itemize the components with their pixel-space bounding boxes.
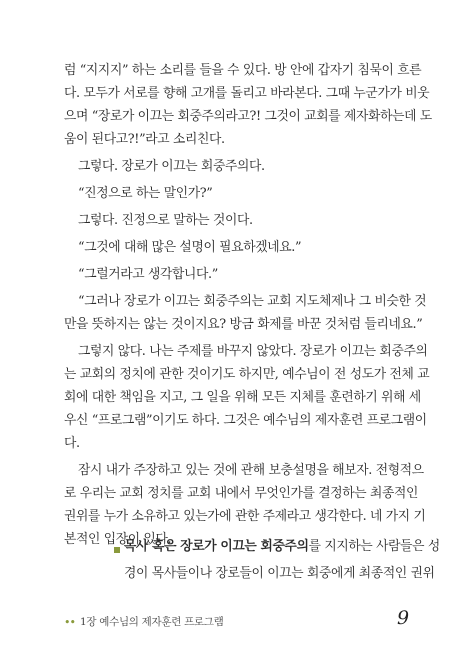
text-line: 회에 대한 책임을 지고, 그 일을 위해 모든 지체를 훈련하기 위해 세 [64,390,421,405]
bullet-marker [114,547,120,553]
text-line: 잠시 내가 주장하고 있는 것에 관해 보충설명을 해보자. 전형적으 [78,463,424,478]
text-line: 권위를 누가 소유하고 있는가에 관한 주제라고 생각한다. 네 가지 기 [64,509,426,524]
bullet-text: 를 지지하는 사람들은 성 [308,539,440,554]
text-line: 그렇다. 장로가 이끄는 회중주의다. [78,159,265,174]
text-line: 만을 뜻하지는 않는 것이지요? 방금 화제를 바꾼 것처럼 들리네요.” [64,317,423,332]
bullet-line [124,538,440,556]
bullet-bold-term: 목사 혹은 장로가 이끄는 회중주의 [124,539,309,554]
text-line: 다. 모두가 서로를 향해 고개를 돌리고 바라본다. 그때 누군가가 비웃 [64,86,430,101]
text-line: 그렇지 않다. 나는 주제를 바꾸지 않았다. 장로가 이끄는 회중주의 [78,344,428,359]
page-number: 9 [397,607,410,629]
text-line: 우신 “프로그램”이기도 하다. 그것은 예수님의 제자훈련 프로그램이 [64,413,427,428]
text-line: 다. [64,436,80,451]
text-line: 으며 “장로가 이끄는 회중주의라고?! 그것이 교회를 제자화하는데 도 [64,109,432,124]
text-line: “진정으로 하는 말인가?” [78,186,213,201]
text-line: 움이 된다고?!”라고 소리친다. [64,132,225,147]
text-line: “그것에 대해 많은 설명이 필요하겠네요.” [78,240,302,255]
text-line: 그렇다. 진정으로 말하는 것이다. [78,213,253,228]
text-line: “그러나 장로가 이끄는 회중주의는 교회 지도체제나 그 비슷한 것 [78,294,427,309]
footer-dots: •• [64,616,75,629]
footer-chapter-title: 1장 예수님의 제자훈련 프로그램 [80,616,224,628]
text-line: 본적인 입장이 있다. [64,532,172,547]
text-line: “그럴거라고 생각합니다.” [78,267,218,282]
bullet-line: 경이 목사들이나 장로들이 이끄는 회중에게 최종적인 권위 [124,566,435,581]
text-line: 로 우리는 교회 정치를 교회 내에서 무엇인가를 결정하는 최종적인 [64,486,419,501]
text-line: 럼 “지지지” 하는 소리를 들을 수 있다. 방 안에 갑자기 침묵이 흐른 [64,63,422,78]
text-line: 는 교회의 정치에 관한 것이기도 하지만, 예수님이 전 성도가 전체 교 [64,367,430,382]
